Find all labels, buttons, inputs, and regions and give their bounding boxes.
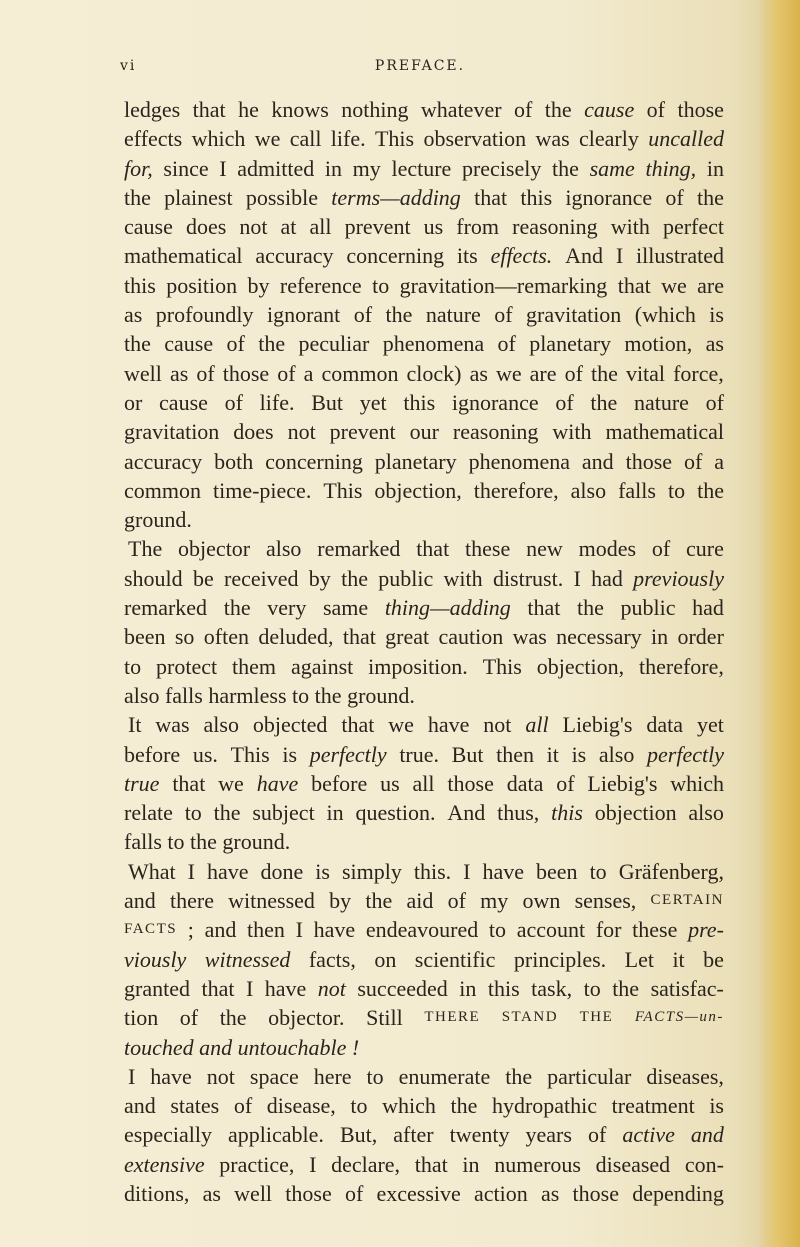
text-line: mathematical accuracy concerning its effects. And I illustrated (124, 243, 724, 269)
text-line: well as of those of a common clock) as we are of the vital force, (124, 360, 724, 386)
text-line: I have not space here to enumerate the particular diseases, (128, 1063, 724, 1089)
text-line: effects which we call life. This observation was clearly uncalled (124, 126, 724, 152)
text-line: What I have done is simply this. I have been to Gräfenberg, (128, 858, 724, 884)
text-line: the cause of the peculiar phenomena of planetary motion, as (124, 331, 724, 357)
text-line: granted that I have not succeeded in this task, to the satisfac- (124, 975, 724, 1001)
text-line: to protect them against imposition. This objection, therefore, (124, 653, 724, 679)
text-line: for, since I admitted in my lecture precisely the same thing, in (124, 155, 724, 181)
text-line: common time-piece. This objection, therefore, also falls to the (124, 477, 724, 503)
text-line: the plainest possible terms—adding that this ignorance of the (124, 184, 724, 210)
text-line: remarked the very same thing—adding that the public had (124, 595, 724, 621)
text-line: gravitation does not prevent our reasoning with mathematical (124, 419, 724, 445)
text-line: cause does not at all prevent us from reasoning with perfect (124, 214, 724, 240)
text-line: FACTS ; and then I have endeavoured to account for these pre- (124, 917, 724, 943)
text-line: and there witnessed by the aid of my own senses, CERTAIN (124, 888, 724, 914)
text-line: tion of the objector. Still THERE STAND THE FACTS—un- (124, 1005, 724, 1031)
text-line: The objector also remarked that these new modes of cure (128, 536, 724, 562)
text-line: should be received by the public with distrust. I had previously (124, 565, 724, 591)
body-text (124, 95, 724, 1208)
text-line: touched and untouchable ! (124, 1034, 360, 1060)
text-line: and states of disease, to which the hydropathic treatment is (124, 1093, 724, 1119)
text-line: extensive practice, I declare, that in numerous diseased con- (124, 1151, 724, 1177)
text-line: falls to the ground. (124, 829, 291, 855)
text-line: or cause of life. But yet this ignorance of the nature of (124, 389, 724, 415)
text-line: this position by reference to gravitation—remarking that we are (124, 272, 724, 298)
page-header (120, 58, 720, 82)
text-line: It was also objected that we have not all Liebig's data yet (128, 712, 724, 738)
text-line: as profoundly ignorant of the nature of gravitation (which is (124, 302, 724, 328)
running-head: PREFACE. (374, 58, 466, 74)
page-edge (758, 0, 800, 1247)
text-line: ditions, as well those of excessive action as those depending (124, 1180, 724, 1206)
text-line: ground. (124, 507, 192, 533)
text-line: also falls harmless to the ground. (124, 682, 415, 708)
text-line: before us. This is perfectly true. But then it is also perfectly (124, 741, 724, 767)
text-line: especially applicable. But, after twenty years of active and (124, 1122, 724, 1148)
page-number: vi (120, 58, 137, 74)
text-line: ledges that he knows nothing whatever of the cause of those (124, 97, 724, 122)
text-line: accuracy both concerning planetary phenomena and those of a (124, 448, 724, 474)
text-line: been so often deluded, that great caution was necessary in order (124, 624, 724, 650)
text-line: viously witnessed facts, on scientific principles. Let it be (124, 946, 724, 972)
text-line: relate to the subject in question. And thus, this objection also (124, 800, 724, 826)
text-line: true that we have before us all those data of Liebig's which (124, 770, 724, 796)
